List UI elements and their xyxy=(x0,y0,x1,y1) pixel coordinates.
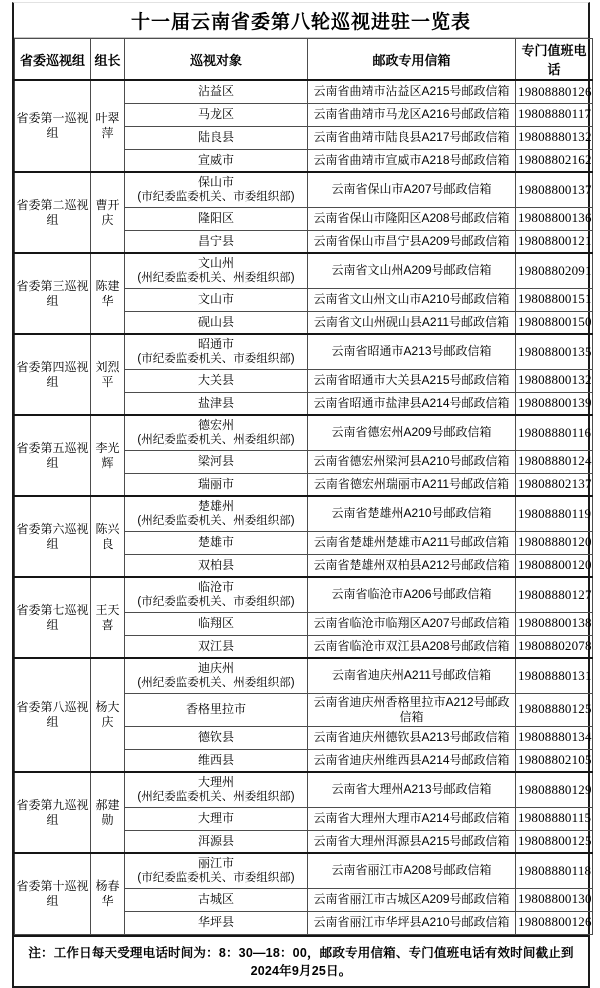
inspection-target: 楚雄州 (州纪委监委机关、州委组织部) xyxy=(125,496,308,531)
inspection-target: 文山州 (州纪委监委机关、州委组织部) xyxy=(125,253,308,288)
postal-mailbox: 云南省迪庆州维西县A214号邮政信箱 xyxy=(308,749,516,772)
duty-phone: 19808800151 xyxy=(516,288,593,311)
group-name: 省委第十巡视组 xyxy=(15,853,91,934)
duty-phone: 19808800138 xyxy=(516,612,593,635)
inspection-target: 临沧市 (市纪委监委机关、市委组织部) xyxy=(125,577,308,612)
leader-name: 曹开庆 xyxy=(91,172,125,253)
duty-phone: 19808802078 xyxy=(516,635,593,658)
duty-phone: 19808802162 xyxy=(516,149,593,172)
postal-mailbox: 云南省曲靖市宣威市A218号邮政信箱 xyxy=(308,149,516,172)
postal-mailbox: 云南省迪庆州A211号邮政信箱 xyxy=(308,658,516,693)
group-name: 省委第六巡视组 xyxy=(15,496,91,577)
postal-mailbox: 云南省丽江市古城区A209号邮政信箱 xyxy=(308,888,516,911)
postal-mailbox: 云南省德宏州梁河县A210号邮政信箱 xyxy=(308,450,516,473)
postal-mailbox: 云南省昭通市盐津县A214号邮政信箱 xyxy=(308,392,516,415)
footer-note: 注：工作日每天受理电话时间为：8：30—18：00，邮政专用信箱、专门值班电话有效时间截止到2024年9月25日。 xyxy=(14,935,588,986)
duty-phone: 19808800136 xyxy=(516,207,593,230)
column-header-leader: 组长 xyxy=(91,39,125,81)
leader-name: 李光辉 xyxy=(91,415,125,496)
postal-mailbox: 云南省昭通市大关县A215号邮政信箱 xyxy=(308,369,516,392)
postal-mailbox: 云南省文山州文山市A210号邮政信箱 xyxy=(308,288,516,311)
leader-name: 叶翠萍 xyxy=(91,80,125,172)
duty-phone: 19808880120 xyxy=(516,531,593,554)
duty-phone: 19808880127 xyxy=(516,577,593,612)
table-row xyxy=(15,253,593,288)
inspection-target: 双江县 xyxy=(125,635,308,658)
postal-mailbox: 云南省曲靖市陆良县A217号邮政信箱 xyxy=(308,126,516,149)
leader-name: 王天喜 xyxy=(91,577,125,658)
duty-phone: 19808880117 xyxy=(516,103,593,126)
table-row xyxy=(15,577,593,612)
duty-phone: 19808880131 xyxy=(516,658,593,693)
group-name: 省委第九巡视组 xyxy=(15,772,91,853)
group-name: 省委第四巡视组 xyxy=(15,334,91,415)
leader-name: 陈建华 xyxy=(91,253,125,334)
page-title: 十一届云南省委第八轮巡视进驻一览表 xyxy=(14,3,588,38)
inspection-target: 大理市 xyxy=(125,807,308,830)
postal-mailbox: 云南省文山州A209号邮政信箱 xyxy=(308,253,516,288)
duty-phone: 19808800132 xyxy=(516,369,593,392)
duty-phone: 19808880126 xyxy=(516,80,593,103)
table-row xyxy=(15,772,593,807)
duty-phone: 19808880132 xyxy=(516,126,593,149)
postal-mailbox: 云南省昭通市A213号邮政信箱 xyxy=(308,334,516,369)
inspection-target: 德钦县 xyxy=(125,726,308,749)
leader-name: 陈兴良 xyxy=(91,496,125,577)
leader-name: 郝建勋 xyxy=(91,772,125,853)
duty-phone: 19808800125 xyxy=(516,830,593,853)
leader-name: 杨大庆 xyxy=(91,658,125,772)
postal-mailbox: 云南省楚雄州A210号邮政信箱 xyxy=(308,496,516,531)
postal-mailbox: 云南省保山市隆阳区A208号邮政信箱 xyxy=(308,207,516,230)
postal-mailbox: 云南省楚雄州双柏县A212号邮政信箱 xyxy=(308,554,516,577)
inspection-target: 砚山县 xyxy=(125,311,308,334)
duty-phone: 19808802091 xyxy=(516,253,593,288)
group-name: 省委第七巡视组 xyxy=(15,577,91,658)
group-name: 省委第二巡视组 xyxy=(15,172,91,253)
postal-mailbox: 云南省临沧市临翔区A207号邮政信箱 xyxy=(308,612,516,635)
inspection-target: 维西县 xyxy=(125,749,308,772)
inspection-table-sheet xyxy=(12,2,590,988)
postal-mailbox: 云南省大理州洱源县A215号邮政信箱 xyxy=(308,830,516,853)
duty-phone: 19808880134 xyxy=(516,726,593,749)
duty-phone: 19808802137 xyxy=(516,473,593,496)
leader-name: 刘烈平 xyxy=(91,334,125,415)
duty-phone: 19808880124 xyxy=(516,450,593,473)
postal-mailbox: 云南省迪庆州香格里拉市A212号邮政信箱 xyxy=(308,693,516,726)
inspection-target: 昌宁县 xyxy=(125,230,308,253)
inspection-target: 马龙区 xyxy=(125,103,308,126)
group-name: 省委第三巡视组 xyxy=(15,253,91,334)
inspection-target: 宣威市 xyxy=(125,149,308,172)
inspection-target: 德宏州 (州纪委监委机关、州委组织部) xyxy=(125,415,308,450)
postal-mailbox: 云南省德宏州A209号邮政信箱 xyxy=(308,415,516,450)
postal-mailbox: 云南省保山市昌宁县A209号邮政信箱 xyxy=(308,230,516,253)
inspection-target: 丽江市 (市纪委监委机关、市委组织部) xyxy=(125,853,308,888)
column-header-group: 省委巡视组 xyxy=(15,39,91,81)
inspection-target: 瑞丽市 xyxy=(125,473,308,496)
duty-phone: 19808880118 xyxy=(516,853,593,888)
duty-phone: 19808880119 xyxy=(516,496,593,531)
duty-phone: 19808800121 xyxy=(516,230,593,253)
inspection-target: 迪庆州 (州纪委监委机关、州委组织部) xyxy=(125,658,308,693)
group-name: 省委第五巡视组 xyxy=(15,415,91,496)
postal-mailbox: 云南省曲靖市沾益区A215号邮政信箱 xyxy=(308,80,516,103)
postal-mailbox: 云南省德宏州瑞丽市A211号邮政信箱 xyxy=(308,473,516,496)
inspection-target: 洱源县 xyxy=(125,830,308,853)
group-name: 省委第八巡视组 xyxy=(15,658,91,772)
table-row xyxy=(15,172,593,207)
table-row xyxy=(15,658,593,693)
postal-mailbox: 云南省楚雄州楚雄市A211号邮政信箱 xyxy=(308,531,516,554)
inspection-target: 昭通市 (市纪委监委机关、市委组织部) xyxy=(125,334,308,369)
postal-mailbox: 云南省临沧市A206号邮政信箱 xyxy=(308,577,516,612)
duty-phone: 19808800137 xyxy=(516,172,593,207)
duty-phone: 19808880115 xyxy=(516,807,593,830)
duty-phone: 19808880129 xyxy=(516,772,593,807)
inspection-target: 香格里拉市 xyxy=(125,693,308,726)
duty-phone: 19808880125 xyxy=(516,693,593,726)
inspection-target: 保山市 (市纪委监委机关、市委组织部) xyxy=(125,172,308,207)
column-header-target: 巡视对象 xyxy=(125,39,308,81)
duty-phone: 19808802105 xyxy=(516,749,593,772)
postal-mailbox: 云南省文山州砚山县A211号邮政信箱 xyxy=(308,311,516,334)
inspection-target: 陆良县 xyxy=(125,126,308,149)
postal-mailbox: 云南省曲靖市马龙区A216号邮政信箱 xyxy=(308,103,516,126)
inspection-table xyxy=(14,38,593,935)
inspection-target: 文山市 xyxy=(125,288,308,311)
group-name: 省委第一巡视组 xyxy=(15,80,91,172)
header-row xyxy=(15,39,593,81)
table-body xyxy=(15,80,593,934)
table-row xyxy=(15,853,593,888)
inspection-target: 华坪县 xyxy=(125,911,308,934)
postal-mailbox: 云南省迪庆州德钦县A213号邮政信箱 xyxy=(308,726,516,749)
inspection-target: 楚雄市 xyxy=(125,531,308,554)
duty-phone: 19808800120 xyxy=(516,554,593,577)
inspection-target: 隆阳区 xyxy=(125,207,308,230)
duty-phone: 19808800139 xyxy=(516,392,593,415)
postal-mailbox: 云南省丽江市华坪县A210号邮政信箱 xyxy=(308,911,516,934)
inspection-target: 大关县 xyxy=(125,369,308,392)
table-row xyxy=(15,415,593,450)
duty-phone: 19808800126 xyxy=(516,911,593,934)
postal-mailbox: 云南省丽江市A208号邮政信箱 xyxy=(308,853,516,888)
postal-mailbox: 云南省大理州A213号邮政信箱 xyxy=(308,772,516,807)
postal-mailbox: 云南省大理州大理市A214号邮政信箱 xyxy=(308,807,516,830)
postal-mailbox: 云南省临沧市双江县A208号邮政信箱 xyxy=(308,635,516,658)
postal-mailbox: 云南省保山市A207号邮政信箱 xyxy=(308,172,516,207)
duty-phone: 19808800130 xyxy=(516,888,593,911)
column-header-phone: 专门值班电话 xyxy=(516,39,593,81)
inspection-target: 双柏县 xyxy=(125,554,308,577)
table-row xyxy=(15,334,593,369)
duty-phone: 19808800150 xyxy=(516,311,593,334)
inspection-target: 古城区 xyxy=(125,888,308,911)
table-row xyxy=(15,80,593,103)
duty-phone: 19808880116 xyxy=(516,415,593,450)
leader-name: 杨春华 xyxy=(91,853,125,934)
duty-phone: 19808800135 xyxy=(516,334,593,369)
inspection-target: 临翔区 xyxy=(125,612,308,635)
column-header-mailbox: 邮政专用信箱 xyxy=(308,39,516,81)
inspection-target: 大理州 (州纪委监委机关、州委组织部) xyxy=(125,772,308,807)
inspection-target: 盐津县 xyxy=(125,392,308,415)
inspection-target: 沾益区 xyxy=(125,80,308,103)
inspection-target: 梁河县 xyxy=(125,450,308,473)
table-row xyxy=(15,496,593,531)
